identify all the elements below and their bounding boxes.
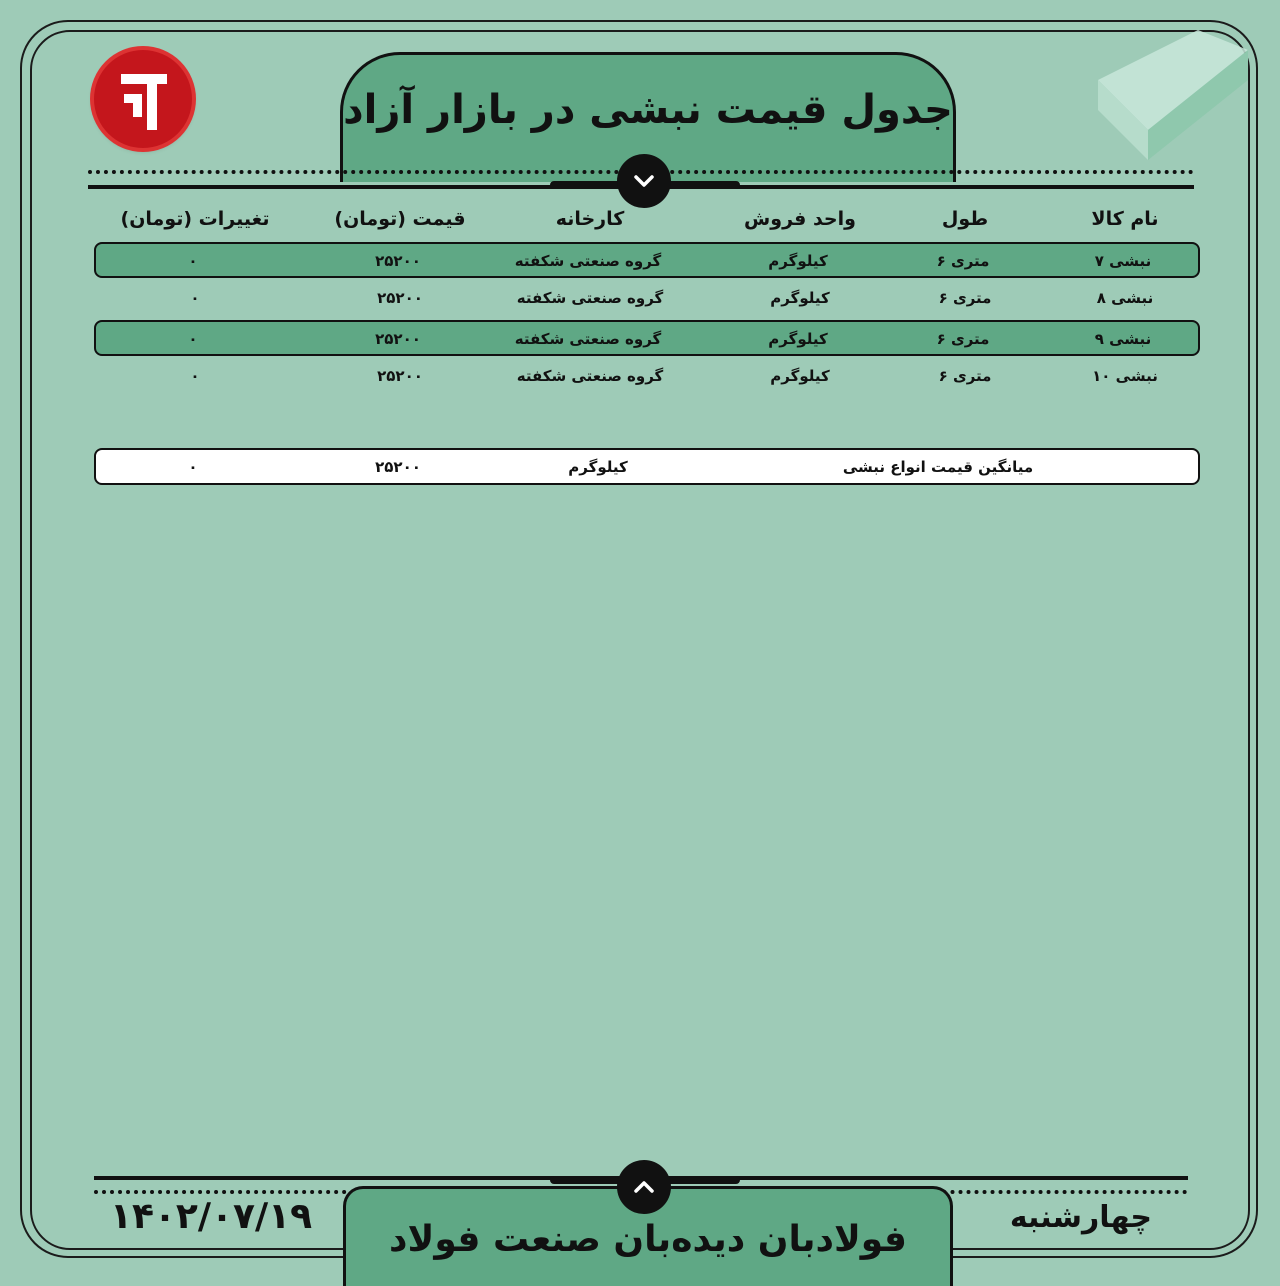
average-unit: کیلوگرم bbox=[568, 458, 628, 476]
cell-change: ۰ bbox=[188, 252, 198, 270]
logo-glyph bbox=[94, 50, 192, 148]
cell-unit: کیلوگرم bbox=[768, 252, 828, 270]
header-length: طول bbox=[941, 208, 989, 230]
cell-length: متری ۶ bbox=[938, 289, 992, 307]
footer-brand: فولادبان دیده‌بان صنعت فولاد bbox=[389, 1219, 907, 1260]
scroll-up-button[interactable] bbox=[617, 1160, 671, 1214]
cell-change: ۰ bbox=[190, 367, 200, 385]
cell-price: ۲۵۲۰۰ bbox=[375, 330, 421, 348]
cell-unit: کیلوگرم bbox=[770, 289, 830, 307]
chevron-down-icon bbox=[631, 168, 657, 194]
cell-change: ۰ bbox=[188, 330, 198, 348]
cell-factory: گروه صنعتی شکفته bbox=[516, 367, 664, 385]
cell-factory: گروه صنعتی شکفته bbox=[516, 289, 664, 307]
average-price: ۲۵۲۰۰ bbox=[375, 458, 421, 476]
cell-name: نبشی ۱۰ bbox=[1092, 367, 1158, 385]
cell-name: نبشی ۸ bbox=[1096, 289, 1154, 307]
steel-angle-icon bbox=[1098, 30, 1248, 160]
cell-factory: گروه صنعتی شکفته bbox=[514, 252, 662, 270]
header-name: نام کالا bbox=[1091, 208, 1159, 230]
cell-factory: گروه صنعتی شکفته bbox=[514, 330, 662, 348]
average-row bbox=[94, 448, 1200, 485]
page-title: جدول قیمت نبشی در بازار آزاد bbox=[343, 86, 953, 133]
header-price: قیمت (تومان) bbox=[334, 208, 466, 230]
header-unit: واحد فروش bbox=[744, 208, 856, 230]
footer-date: ۱۴۰۲/۰۷/۱۹ bbox=[110, 1196, 313, 1237]
cell-name: نبشی ۷ bbox=[1094, 252, 1152, 270]
cell-unit: کیلوگرم bbox=[768, 330, 828, 348]
cell-change: ۰ bbox=[190, 289, 200, 307]
cell-length: متری ۶ bbox=[938, 367, 992, 385]
table-header bbox=[94, 200, 1200, 240]
cell-length: متری ۶ bbox=[936, 330, 990, 348]
cell-length: متری ۶ bbox=[936, 252, 990, 270]
average-label: میانگین قیمت انواع نبشی bbox=[842, 458, 1034, 476]
header-change: تغییرات (تومان) bbox=[120, 208, 270, 230]
table-row bbox=[94, 359, 1200, 395]
header-factory: کارخانه bbox=[555, 208, 625, 230]
cell-price: ۲۵۲۰۰ bbox=[375, 252, 421, 270]
table-row bbox=[94, 242, 1200, 278]
footer-day: چهارشنبه bbox=[1009, 1200, 1152, 1235]
average-change: ۰ bbox=[188, 458, 198, 476]
cell-name: نبشی ۹ bbox=[1094, 330, 1152, 348]
table-row bbox=[94, 320, 1200, 356]
chevron-up-icon bbox=[631, 1174, 657, 1200]
cell-unit: کیلوگرم bbox=[770, 367, 830, 385]
cell-price: ۲۵۲۰۰ bbox=[377, 367, 423, 385]
cell-price: ۲۵۲۰۰ bbox=[377, 289, 423, 307]
fooladban-logo-icon bbox=[94, 50, 192, 148]
table-row bbox=[94, 281, 1200, 317]
